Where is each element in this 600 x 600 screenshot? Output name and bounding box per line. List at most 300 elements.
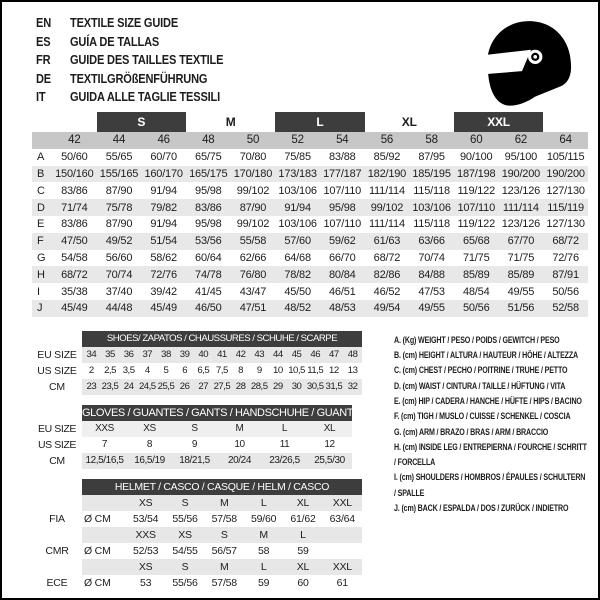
page-header bbox=[2, 2, 598, 108]
sub-row-label: EU SIZE bbox=[37, 348, 77, 361]
measurement-cell: 48/52 bbox=[275, 300, 320, 317]
measurement-cell: 91/94 bbox=[150, 218, 177, 231]
measurement-cell: 43/47 bbox=[239, 285, 267, 298]
measurement-cell: 187/198 bbox=[454, 166, 499, 183]
legend-item-b: B. (cm) HEIGHT / ALTURA / HAUTEUR / HÖHE / ALTEZZA bbox=[394, 350, 579, 362]
sub-value-cell: 10,5 bbox=[288, 365, 305, 377]
size-group-s: S bbox=[97, 112, 186, 132]
helmet-sizes-row-ece bbox=[32, 559, 362, 575]
helmet-value-cell: 54/55 bbox=[172, 544, 198, 557]
row-label: F bbox=[32, 233, 52, 250]
size-header-44: 44 bbox=[97, 132, 142, 149]
sub-value-cell: XS bbox=[127, 421, 172, 437]
size-header-64: 64 bbox=[543, 132, 588, 149]
measurement-cell: 107/110 bbox=[323, 218, 362, 231]
sub-value-cell: 35 bbox=[101, 347, 120, 363]
helmet-values-row-ece bbox=[32, 575, 362, 591]
measurement-cell: 45/49 bbox=[52, 300, 97, 317]
sub-value-cell: 25,5/30 bbox=[307, 453, 352, 469]
helmet-size-cell: L bbox=[283, 527, 322, 543]
measurement-cell: 103/106 bbox=[278, 184, 317, 197]
helmet-sizes-spacer bbox=[32, 559, 82, 575]
measurement-cell: 190/200 bbox=[543, 166, 588, 183]
language-row bbox=[36, 14, 291, 33]
size-header-62: 62 bbox=[499, 132, 544, 149]
measurement-row-e bbox=[32, 216, 588, 233]
helmet-size-cell: L bbox=[244, 559, 283, 575]
language-row bbox=[36, 88, 291, 107]
measurement-cell: 68/72 bbox=[52, 266, 97, 283]
measurement-cell: 87/91 bbox=[543, 266, 588, 283]
measurement-cell: 62/66 bbox=[239, 251, 267, 264]
measurement-cell: 95/100 bbox=[504, 151, 538, 164]
measurement-cell: 190/200 bbox=[499, 166, 544, 183]
measurement-legend bbox=[384, 331, 600, 600]
guide-title: TEXTILGRÖßENFÜHRUNG bbox=[70, 70, 208, 86]
sub-value-cell: 42 bbox=[231, 347, 250, 363]
helmet-size-cell bbox=[323, 527, 362, 543]
measurement-cell: 54/58 bbox=[61, 251, 88, 264]
measurement-cell: 95/98 bbox=[195, 184, 222, 197]
measurement-cell: 87/95 bbox=[418, 151, 445, 164]
sub-value-cell: 23/26,5 bbox=[262, 453, 307, 469]
sub-value-cell: 11 bbox=[279, 439, 290, 451]
sub-value-cell: 9 bbox=[256, 365, 262, 377]
sub-value-cell: 23 bbox=[82, 379, 101, 395]
sub-value-cell: 18/21,5 bbox=[172, 453, 217, 469]
row-label: D bbox=[32, 199, 52, 216]
measurement-cell: 45/50 bbox=[284, 285, 311, 298]
language-code: ES bbox=[36, 33, 51, 49]
measurement-cell: 107/110 bbox=[454, 199, 499, 216]
measurement-cell: 60/70 bbox=[150, 151, 177, 164]
measurement-cell: 99/102 bbox=[365, 199, 410, 216]
measurement-cell: 35/38 bbox=[61, 285, 88, 298]
measurement-cell: 107/110 bbox=[323, 184, 362, 197]
measurement-cell: 83/86 bbox=[186, 199, 231, 216]
sub-row-us-size bbox=[32, 363, 362, 379]
sub-value-cell: 25,5 bbox=[157, 379, 176, 395]
size-header-58: 58 bbox=[409, 132, 454, 149]
sub-row-label: US SIZE bbox=[37, 364, 77, 377]
helmet-table bbox=[32, 479, 362, 591]
measurement-cell: 115/119 bbox=[543, 199, 588, 216]
language-row bbox=[36, 51, 291, 70]
measurement-row-j bbox=[32, 300, 588, 317]
measurement-cell: 67/70 bbox=[499, 233, 544, 250]
helmet-value-cell: 52/53 bbox=[133, 544, 159, 557]
sub-value-cell: XL bbox=[307, 421, 352, 437]
measurement-cell: 51/54 bbox=[141, 233, 186, 250]
helmet-standard-label: ECE bbox=[46, 576, 68, 589]
helmet-value-cell: 57/58 bbox=[211, 576, 237, 589]
sub-value-cell: 9 bbox=[191, 439, 198, 451]
sub-value-cell: 2 bbox=[88, 365, 94, 377]
measurement-cell: 71/75 bbox=[507, 251, 535, 264]
row-label: A bbox=[37, 151, 45, 164]
sub-row-cm bbox=[32, 453, 352, 469]
textile-size-table bbox=[32, 112, 588, 317]
measurement-cell: 78/82 bbox=[275, 266, 320, 283]
helmet-value-cell: 63/64 bbox=[329, 512, 355, 525]
sub-value-cell: 4 bbox=[144, 365, 150, 377]
helmet-sizes-row-fia bbox=[32, 495, 362, 511]
sub-row-eu-size bbox=[32, 347, 362, 363]
helmet-value-cell: 58 bbox=[258, 544, 270, 557]
measurement-cell: 79/82 bbox=[141, 199, 186, 216]
sub-value-cell: 10 bbox=[273, 365, 283, 377]
measurement-cell: 91/94 bbox=[275, 199, 320, 216]
measurement-cell: 50/56 bbox=[552, 285, 579, 298]
measurement-cell: 55/58 bbox=[231, 233, 276, 250]
helmet-sizes-diameter-cell bbox=[82, 559, 126, 575]
helmet-size-cell: XS bbox=[126, 495, 165, 511]
guide-title: GUIDE DES TAILLES TEXTILE bbox=[70, 52, 224, 67]
measurement-cell: 173/183 bbox=[275, 166, 320, 183]
language-code: EN bbox=[36, 15, 52, 30]
helmet-size-cell: S bbox=[205, 527, 244, 543]
helmet-size-cell: XXS bbox=[126, 527, 165, 543]
measurement-row-h bbox=[32, 266, 588, 283]
row-label: E bbox=[37, 218, 45, 231]
measurement-row-a bbox=[32, 149, 588, 166]
sub-value-cell: 12,5/16,5 bbox=[82, 453, 127, 469]
sub-row-us-size bbox=[32, 437, 352, 453]
sub-value-cell: L bbox=[262, 421, 307, 437]
measurement-cell: 84/88 bbox=[409, 266, 454, 283]
measurement-cell: 45/49 bbox=[141, 300, 186, 317]
helmet-size-cell: XL bbox=[283, 559, 322, 575]
measurement-cell: 37/40 bbox=[105, 285, 133, 298]
measurement-cell: 80/84 bbox=[320, 266, 365, 283]
sub-value-cell: 7,5 bbox=[216, 365, 228, 377]
measurement-cell: 103/106 bbox=[278, 218, 317, 231]
legend-item-c: C. (cm) CHEST / PECHO / POITRINE / TRUHE / PETTO bbox=[394, 365, 568, 377]
legend-item-a: A. (Kg) WEIGHT / PESO / POIDS / GEWITCH / PESO bbox=[394, 334, 560, 346]
row-label: I bbox=[37, 285, 40, 298]
sub-value-cell: 30,5 bbox=[306, 379, 325, 395]
sub-row-cm bbox=[32, 379, 362, 395]
measurement-cell: 91/94 bbox=[150, 184, 177, 197]
measurement-cell: 49/54 bbox=[365, 300, 410, 317]
language-code: FR bbox=[36, 52, 51, 67]
helmet-title-spacer bbox=[32, 479, 82, 495]
sub-value-cell: M bbox=[217, 421, 262, 437]
measurement-cell: 83/86 bbox=[61, 218, 88, 231]
legend-item-f: F. (cm) TIGH / MUSLO / CUISSE / SCHENKEL / COSCIA bbox=[394, 411, 571, 423]
measurement-cell: 57/60 bbox=[275, 233, 320, 250]
measurement-cell: 59/62 bbox=[320, 233, 365, 250]
measurement-cell: 55/65 bbox=[105, 151, 133, 164]
size-header-56: 56 bbox=[365, 132, 410, 149]
sub-title-spacer bbox=[32, 405, 82, 421]
measurement-cell: 47/50 bbox=[52, 233, 97, 250]
sub-title-row bbox=[32, 405, 352, 421]
measurement-cell: 111/114 bbox=[499, 199, 544, 216]
row-label: J bbox=[32, 300, 52, 317]
measurement-cell: 87/90 bbox=[105, 184, 133, 197]
sub-value-cell: 12 bbox=[324, 439, 335, 451]
sub-value-cell: 6,5 bbox=[197, 365, 210, 377]
racing-helmet-icon bbox=[468, 14, 580, 116]
sub-value-cell: 28,5 bbox=[250, 379, 269, 395]
helmet-value-cell: 57/58 bbox=[211, 512, 237, 525]
sub-value-cell: 8 bbox=[238, 365, 243, 377]
helmet-value-cell: 53/54 bbox=[133, 512, 159, 525]
measurement-cell: 123/126 bbox=[501, 218, 541, 231]
measurement-cell: 111/114 bbox=[368, 184, 405, 197]
legend-item-e: E. (cm) HIP / CADERA / HANCHE / HÜFTE / HIPS / BACINO bbox=[394, 395, 582, 407]
helmet-title-row bbox=[32, 479, 362, 495]
measurement-cell: 85/89 bbox=[499, 266, 544, 283]
measurement-cell: 51/56 bbox=[499, 300, 544, 317]
measurement-cell: 127/130 bbox=[546, 218, 585, 231]
measurement-legend-items bbox=[394, 333, 588, 517]
row-label: C bbox=[37, 184, 45, 197]
measurement-row-b bbox=[32, 166, 588, 183]
legend-item-h: H. (cm) INSIDE LEG / ENTREPIERNA / FOURCHE / SCHRITT / FORCELLA bbox=[394, 441, 587, 469]
helmet-sizes-spacer bbox=[32, 527, 82, 543]
sub-value-cell: 13 bbox=[347, 365, 358, 377]
measurement-cell: 99/102 bbox=[236, 218, 270, 231]
helmet-value-cell: 59 bbox=[297, 544, 309, 557]
measurement-cell: 83/88 bbox=[329, 151, 356, 164]
language-row bbox=[36, 33, 291, 52]
measurement-row-g bbox=[32, 250, 588, 267]
measurement-row-c bbox=[32, 182, 588, 199]
measurement-cell: 46/50 bbox=[186, 300, 231, 317]
measurement-cell: 103/106 bbox=[409, 199, 454, 216]
measurement-cell: 70/80 bbox=[239, 151, 267, 164]
row-label: H bbox=[32, 266, 52, 283]
helmet-value-cell: 59 bbox=[258, 576, 270, 589]
group-corner bbox=[32, 112, 97, 132]
sub-value-cell: 46 bbox=[306, 347, 325, 363]
measurement-cell: 58/62 bbox=[150, 251, 177, 264]
sub-value-cell: 34 bbox=[82, 347, 101, 363]
guide-title: TEXTILE SIZE GUIDE bbox=[70, 15, 179, 30]
measurement-cell: 65/68 bbox=[454, 233, 499, 250]
language-row bbox=[36, 70, 291, 89]
measurement-cell: 95/98 bbox=[320, 199, 365, 216]
sub-value-cell: 47 bbox=[325, 347, 344, 363]
helmet-size-cell: XL bbox=[283, 495, 322, 511]
measurement-cell: 82/86 bbox=[365, 266, 410, 283]
measurement-cell: 75/78 bbox=[97, 199, 142, 216]
sub-row-label: EU SIZE bbox=[37, 422, 77, 435]
measurement-cell: 119/122 bbox=[457, 218, 495, 231]
sub-value-cell: 3,5 bbox=[122, 365, 135, 377]
sub-value-cell: 43 bbox=[250, 347, 269, 363]
size-header-50: 50 bbox=[231, 132, 276, 149]
measurement-cell: 105/115 bbox=[546, 151, 585, 164]
measurement-cell: 60/64 bbox=[195, 251, 222, 264]
sub-value-cell: 39 bbox=[175, 347, 194, 363]
sub-value-cell: 16,5/19 bbox=[127, 453, 172, 469]
measurement-cell: 90/100 bbox=[460, 151, 493, 164]
racing-helmet-icon-svg bbox=[468, 14, 580, 116]
sub-value-cell: 10 bbox=[234, 439, 245, 451]
sub-title-spacer bbox=[32, 331, 82, 347]
sub-row-eu-size bbox=[32, 421, 352, 437]
measurement-cell: 48/54 bbox=[462, 285, 490, 298]
measurement-cell: 63/66 bbox=[409, 233, 454, 250]
measurement-cell: 68/72 bbox=[373, 251, 401, 264]
legend-item-i: I. (cm) SHOULDERS / HOMBROS / ÉPAULES / SCHULTERN / SPALLE bbox=[394, 472, 586, 499]
sub-value-cell: XXS bbox=[82, 421, 127, 437]
helmet-size-cell: S bbox=[165, 495, 204, 511]
sub-value-cell: 40 bbox=[194, 347, 213, 363]
size-header-42: 42 bbox=[52, 132, 97, 149]
gloves-table bbox=[32, 405, 356, 469]
helmet-diameter-label: Ø CM bbox=[84, 544, 111, 557]
measurement-cell: 87/90 bbox=[231, 199, 276, 216]
helmet-value-cell: 55/56 bbox=[172, 512, 198, 525]
language-code: DE bbox=[36, 70, 52, 86]
measurement-cell: 44/48 bbox=[97, 300, 142, 317]
helmet-size-cell: XS bbox=[165, 527, 204, 543]
sub-value-cell: 31,5 bbox=[325, 379, 344, 395]
helmet-size-cell: XS bbox=[126, 559, 165, 575]
lower-section bbox=[32, 331, 592, 600]
measurement-cell: 50/60 bbox=[61, 151, 88, 164]
measurement-cell: 182/190 bbox=[365, 166, 410, 183]
sub-value-cell: 26 bbox=[175, 379, 194, 395]
size-header-54: 54 bbox=[320, 132, 365, 149]
sub-value-cell: 37 bbox=[138, 347, 157, 363]
measurement-cell: 127/130 bbox=[546, 184, 585, 197]
guide-title: GUÍA DE TALLAS bbox=[70, 33, 160, 49]
helmet-value-cell: 59/60 bbox=[251, 512, 277, 525]
sub-table-title: SHOES/ ZAPATOS / CHAUSSURES / SCHUHE / SCARPE bbox=[82, 331, 362, 347]
sub-value-cell: 38 bbox=[157, 347, 176, 363]
sub-value-cell: 6 bbox=[182, 365, 188, 377]
measurement-cell: 70/74 bbox=[97, 266, 142, 283]
sub-value-cell: 24 bbox=[119, 379, 138, 395]
row-label: B bbox=[32, 166, 52, 183]
measurement-cell: 50/56 bbox=[454, 300, 499, 317]
helmet-value-cell: 60 bbox=[297, 576, 309, 589]
size-group-m: M bbox=[225, 115, 236, 129]
sub-value-cell: 27 bbox=[194, 379, 213, 395]
sub-value-cell: 44 bbox=[269, 347, 288, 363]
measurement-cell: 85/92 bbox=[373, 151, 401, 164]
measurement-cell: 49/55 bbox=[507, 285, 535, 298]
helmet-sizes-diameter-cell bbox=[82, 527, 126, 543]
size-header-48: 48 bbox=[186, 132, 231, 149]
helmet-size-cell: M bbox=[205, 559, 244, 575]
language-code: IT bbox=[36, 89, 46, 104]
sub-value-cell: 5 bbox=[163, 365, 169, 377]
measurement-row-d bbox=[32, 199, 588, 216]
helmet-diameter-label: Ø CM bbox=[84, 512, 111, 525]
helmet-value-cell: 61 bbox=[336, 576, 348, 589]
measurement-row-i bbox=[32, 283, 588, 300]
measurement-cell: 65/75 bbox=[195, 151, 222, 164]
measurement-cell: 72/76 bbox=[552, 251, 579, 264]
measurement-cell: 95/98 bbox=[195, 218, 222, 231]
sub-value-cell: 41 bbox=[213, 347, 232, 363]
measurement-cell: 41/45 bbox=[195, 285, 222, 298]
measurement-cell: 76/80 bbox=[231, 266, 276, 283]
size-header-60: 60 bbox=[454, 132, 499, 149]
measurement-cell: 39/42 bbox=[150, 285, 177, 298]
sub-value-cell: 11,5 bbox=[307, 365, 324, 377]
size-header-corner bbox=[32, 132, 52, 149]
measurement-cell: 155/165 bbox=[97, 166, 142, 183]
measurement-cell: 85/89 bbox=[454, 266, 499, 283]
size-group-row bbox=[32, 112, 588, 132]
size-group-xxl: XXL bbox=[454, 112, 543, 132]
measurement-cell: 150/160 bbox=[52, 166, 97, 183]
measurement-cell: 64/68 bbox=[284, 251, 311, 264]
sub-title-row bbox=[32, 331, 362, 347]
measurement-cell: 99/102 bbox=[236, 184, 270, 197]
helmet-value-cell: 53 bbox=[140, 576, 152, 589]
size-header-row bbox=[32, 132, 588, 149]
measurement-cell: 87/90 bbox=[105, 218, 133, 231]
measurement-cell: 111/114 bbox=[368, 218, 405, 231]
size-group-xl: XL bbox=[401, 115, 417, 129]
helmet-sizes-spacer bbox=[32, 495, 82, 511]
measurement-cell: 123/126 bbox=[501, 184, 541, 197]
sub-value-cell: 20/24 bbox=[217, 453, 262, 469]
helmet-value-cell: 55/56 bbox=[172, 576, 198, 589]
size-header-52: 52 bbox=[275, 132, 320, 149]
measurement-cell: 68/72 bbox=[543, 233, 588, 250]
helmet-values-row-fia bbox=[32, 511, 362, 527]
measurement-cell: 48/53 bbox=[320, 300, 365, 317]
shoes-table bbox=[32, 331, 362, 395]
sub-value-cell: 12 bbox=[329, 365, 339, 377]
measurement-cell: 52/58 bbox=[543, 300, 588, 317]
sub-value-cell: 45 bbox=[287, 347, 306, 363]
helmet-size-cell: XXL bbox=[323, 559, 362, 575]
measurement-cell: 115/118 bbox=[413, 184, 450, 197]
measurement-cell: 46/51 bbox=[329, 285, 356, 298]
sub-value-cell: 48 bbox=[343, 347, 362, 363]
row-label: G bbox=[37, 251, 46, 264]
legend-item-g: G. (cm) ARM / BRAZO / BRAS / ARM / BRACCIO bbox=[394, 426, 549, 438]
measurement-cell: 49/55 bbox=[409, 300, 454, 317]
sub-value-cell: 30 bbox=[287, 379, 306, 395]
sub-table-title: GLOVES / GUANTES / GANTS / HANDSCHUHE / GUANTI bbox=[82, 406, 356, 419]
helmet-size-cell: S bbox=[165, 559, 204, 575]
measurement-cell: 53/56 bbox=[186, 233, 231, 250]
measurement-row-f bbox=[32, 233, 588, 250]
measurement-cell: 71/75 bbox=[462, 251, 490, 264]
measurement-cell: 66/70 bbox=[329, 251, 356, 264]
helmet-diameter-label: Ø CM bbox=[84, 576, 111, 589]
helmet-standard-label: FIA bbox=[49, 512, 65, 525]
sub-value-cell: 36 bbox=[119, 347, 138, 363]
sub-value-cell: 7 bbox=[101, 439, 108, 451]
measurement-cell: 170/180 bbox=[231, 166, 276, 183]
helmet-value-cell: 61/62 bbox=[290, 512, 316, 525]
helmet-value-cell bbox=[323, 543, 362, 559]
helmet-size-cell: M bbox=[205, 495, 244, 511]
measurement-cell: 83/86 bbox=[61, 184, 88, 197]
sub-value-cell: 27,5 bbox=[213, 379, 232, 395]
helmet-values-row-cmr bbox=[32, 543, 362, 559]
sub-row-label: CM bbox=[49, 454, 65, 467]
helmet-size-cell: M bbox=[244, 527, 283, 543]
measurement-cell: 70/74 bbox=[418, 251, 445, 264]
sub-value-cell: 28 bbox=[231, 379, 250, 395]
helmet-value-cell: 56/57 bbox=[211, 544, 237, 557]
measurement-cell: 72/76 bbox=[141, 266, 186, 283]
measurement-cell: 56/60 bbox=[105, 251, 133, 264]
